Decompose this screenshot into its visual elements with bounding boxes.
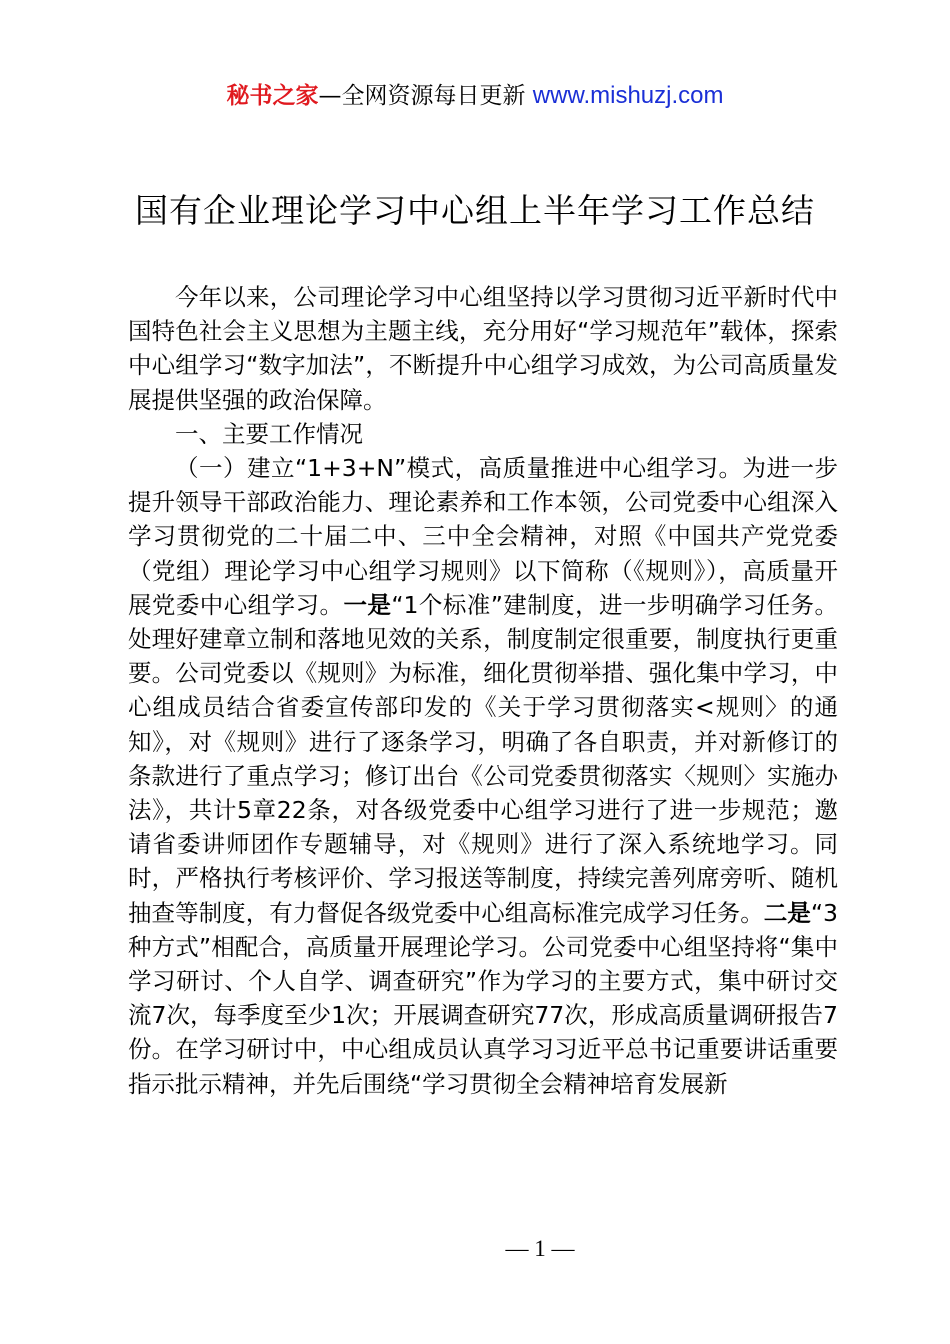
point-text-second: “3种方式”相配合，高质量开展理论学习。公司党委中心组坚持将“集中学习研讨、个人自学、调查研究”作为学习的主要方式，集中研讨交流7次，每季度至少1次；开展调查研究77次，形成高质量调研报告7份。在学习研讨中，中心组成员认真学习习近平总书记重要讲话重要指示批示精神，并先后围绕“学习贯彻全会精神培育发展新 bbox=[128, 898, 838, 1098]
point-label-second: 二是 bbox=[763, 898, 811, 927]
site-header bbox=[0, 80, 950, 112]
document-title: 国有企业理论学习中心组上半年学习工作总结 bbox=[135, 191, 815, 230]
intro-paragraph: 今年以来，公司理论学习中心组坚持以学习贯彻习近平新时代中国特色社会主义思想为主题主线，充分用好“学习规范年”载体，探索中心组学习“数字加法”，不断提升中心组学习成效，为公司高质量发展提供坚强的政治保障。 bbox=[128, 283, 838, 414]
document-body bbox=[128, 280, 838, 1101]
site-url-link[interactable]: www.mishuzj.com bbox=[532, 82, 724, 109]
point-label-first: 一是 bbox=[343, 590, 392, 619]
subsection-paragraph bbox=[128, 451, 838, 1101]
subsection-text: （一）建立“1+3+N”模式，高质量推进中心组学习。为进一步提升领导干部政治能力、理论素养和工作本领，公司党委中心组深入学习贯彻党的二十届二中、三中全会精神，对照《中国共产党党委（党组）理论学习中心组学习规则》以下简称（《规则》），高质量开展党委中心组学习。 bbox=[128, 454, 838, 619]
page-number: — 1 — bbox=[505, 1236, 575, 1261]
header-tagline: —全网资源每日更新 bbox=[318, 83, 526, 109]
point-text-first: “1个标准”建制度，进一步明确学习任务。处理好建章立制和落地见效的关系，制度制定很重要，制度执行更重要。公司党委以《规则》为标准，细化贯彻举措、强化集中学习，中心组成员结合省委宣传部印发的《关于学习贯彻落实<规则〉的通知》，对《规则》进行了逐条学习，明确了各自职责，并对新修订的条款进行了重点学习；修订出台《公司党委贯彻落实〈规则〉实施办法》，共计5章22条，对各级党委中心组学习进行了进一步规范；邀请省委讲师团作专题辅导，对《规则》进行了深入系统地学习。同时，严格执行考核评价、学习报送等制度，持续完善列席旁听、随机抽查等制度，有力督促各级党委中心组高标准完成学习任务。 bbox=[128, 590, 838, 927]
brand-name: 秘书之家 bbox=[226, 83, 319, 109]
section-heading: 一、主要工作情况 bbox=[175, 419, 363, 448]
